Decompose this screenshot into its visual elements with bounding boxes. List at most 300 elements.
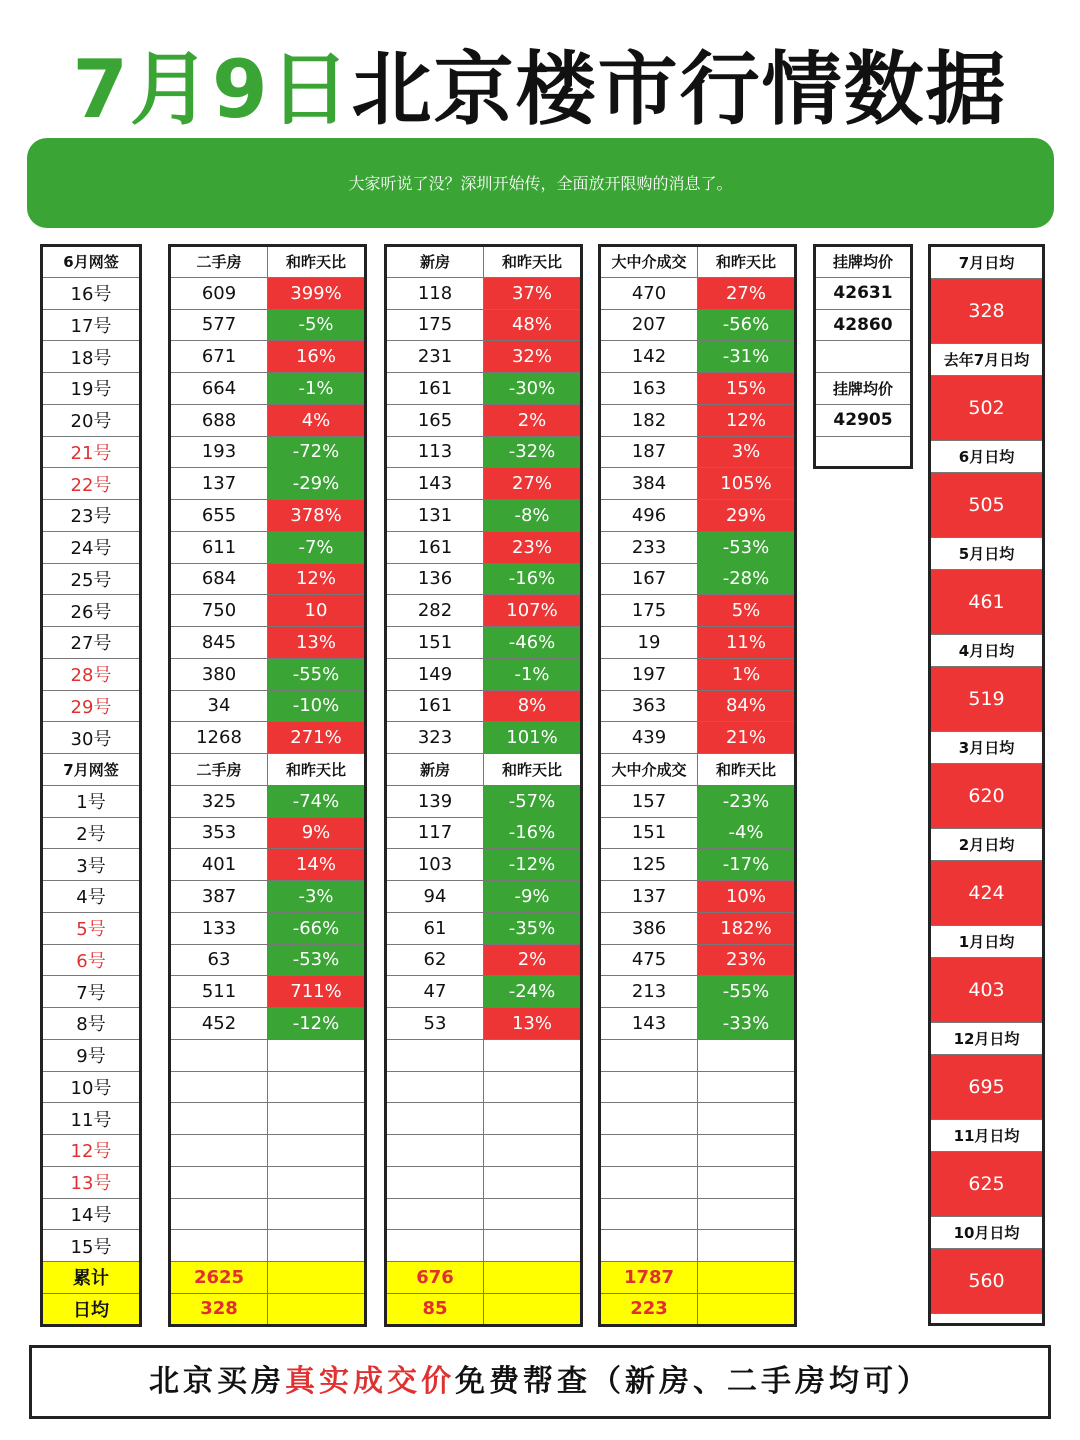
table-row [42,1008,141,1040]
agency-change-cell: 11% [698,627,796,659]
second-hand-value-cell: 671 [170,341,268,373]
table-row [386,785,582,817]
new-house-change-cell: 101% [484,722,582,754]
new-house-change-cell: 23% [484,531,582,563]
new-house-value-cell: 47 [386,976,484,1008]
agency-value-cell: 157 [600,785,698,817]
monthly-average-value: 505 [931,473,1042,538]
new-house-value-cell: 282 [386,595,484,627]
date-cell: 7号 [42,976,141,1008]
new-house-change-cell: 2% [484,404,582,436]
totals-row [600,1262,796,1294]
second-hand-value-cell: 511 [170,976,268,1008]
monthly-average-label: 12月日均 [931,1023,1042,1055]
new-house-change-cell: 2% [484,944,582,976]
new-house-change-cell: 27% [484,468,582,500]
agency-value-cell: 439 [600,722,698,754]
table-row [170,1230,366,1262]
second-hand-change-cell: -12% [268,1008,366,1040]
table-row [170,1071,366,1103]
agency-value-cell: 143 [600,1008,698,1040]
agency-value-cell: 496 [600,500,698,532]
new-house-change-cell: 13% [484,1008,582,1040]
second-hand-change-cell: -1% [268,373,366,405]
second-hand-header: 二手房 [170,754,268,786]
table-row [600,1198,796,1230]
second-hand-change-cell: -7% [268,531,366,563]
agency-value-cell: 207 [600,309,698,341]
table-row [386,373,582,405]
table-row [386,563,582,595]
table-row [600,785,796,817]
table-row [42,1166,141,1198]
new-house-change-cell: -16% [484,563,582,595]
agency-value-cell: 386 [600,912,698,944]
table-row [170,1103,366,1135]
table-row [170,881,366,913]
table-row [815,341,912,373]
agency-change-cell: 182% [698,912,796,944]
agency-daily-average-blank [698,1293,796,1325]
table-row [170,1039,366,1071]
table-row [600,881,796,913]
agency-change-cell: 21% [698,722,796,754]
monthly-average-value: 620 [931,764,1042,829]
table-row [170,1008,366,1040]
listing-price-header: 挂牌均价 [815,246,912,278]
date-cell: 18号 [42,341,141,373]
second-hand-change-cell: 711% [268,976,366,1008]
table-row [42,976,141,1008]
new-house-value-cell [386,1230,484,1262]
second-hand-change-cell: 4% [268,404,366,436]
agency-value-cell: 213 [600,976,698,1008]
second-hand-change-cell: -72% [268,436,366,468]
table-row [386,1008,582,1040]
date-cell: 17号 [42,309,141,341]
table-row [386,1103,582,1135]
table-row [600,436,796,468]
agency-value-cell: 197 [600,658,698,690]
table-row [170,436,366,468]
table-row [170,849,366,881]
date-cell: 22号 [42,468,141,500]
date-cell: 3号 [42,849,141,881]
second-hand-value-cell: 353 [170,817,268,849]
new-house-value-cell [386,1071,484,1103]
agency-change-cell: 84% [698,690,796,722]
table-row [600,1071,796,1103]
new-house-value-cell [386,1039,484,1071]
agency-header: 大中介成交 [600,246,698,278]
table-row [386,849,582,881]
table-row [600,1008,796,1040]
second-hand-daily-average-blank [268,1293,366,1325]
date-cell: 24号 [42,531,141,563]
table-row [386,500,582,532]
table-row [600,246,796,278]
new-house-value-cell [386,1198,484,1230]
table-row [386,1198,582,1230]
second-hand-change-header: 和昨天比 [268,246,366,278]
agency-change-cell: 23% [698,944,796,976]
second-hand-value-cell: 577 [170,309,268,341]
new-house-value-cell: 149 [386,658,484,690]
agency-value-cell: 137 [600,881,698,913]
table-row [42,1135,141,1167]
table-row [170,754,366,786]
new-house-change-cell [484,1135,582,1167]
totals-row [170,1293,366,1325]
new-house-change-cell [484,1071,582,1103]
table-row [386,690,582,722]
agency-change-cell [698,1166,796,1198]
second-hand-value-cell: 611 [170,531,268,563]
second-hand-value-cell: 387 [170,881,268,913]
new-house-value-cell: 117 [386,817,484,849]
second-hand-value-cell [170,1198,268,1230]
date-cell: 15号 [42,1230,141,1262]
new-house-value-cell: 118 [386,277,484,309]
agency-value-cell [600,1135,698,1167]
new-house-cumulative: 676 [386,1262,484,1294]
table-row [600,595,796,627]
agency-header: 大中介成交 [600,754,698,786]
second-hand-change-cell: -29% [268,468,366,500]
table-row [170,627,366,659]
date-cell: 9号 [42,1039,141,1071]
monthly-average-label: 3月日均 [931,732,1042,764]
table-row [42,1071,141,1103]
second-hand-change-cell: -53% [268,944,366,976]
new-house-table [384,244,583,1327]
new-house-change-cell: -8% [484,500,582,532]
agency-change-cell: 15% [698,373,796,405]
second-hand-change-cell: 12% [268,563,366,595]
monthly-average-label: 4月日均 [931,635,1042,667]
agency-change-cell: -31% [698,341,796,373]
second-hand-value-cell: 193 [170,436,268,468]
table-row [42,500,141,532]
table-row [386,912,582,944]
second-hand-change-cell [268,1071,366,1103]
agency-value-cell: 19 [600,627,698,659]
date-cell: 11号 [42,1103,141,1135]
table-row [170,563,366,595]
table-row [42,563,141,595]
new-house-value-cell: 53 [386,1008,484,1040]
date-cell: 6号 [42,944,141,976]
agency-change-cell: 29% [698,500,796,532]
agency-change-cell: -33% [698,1008,796,1040]
date-cell: 8号 [42,1008,141,1040]
monthly-average-label: 2月日均 [931,829,1042,861]
agency-value-cell [600,1039,698,1071]
table-row [170,309,366,341]
date-cell: 5号 [42,912,141,944]
table-row [386,627,582,659]
table-row [815,373,912,405]
second-hand-value-cell: 609 [170,277,268,309]
table-row [386,404,582,436]
footer-text-pre: 北京买房 [149,1364,285,1399]
table-row [386,277,582,309]
listing-price-value: 42905 [815,404,912,436]
agency-change-cell: -53% [698,531,796,563]
table-row [386,1166,582,1198]
monthly-average-label: 5月日均 [931,538,1042,570]
table-row [170,722,366,754]
new-house-change-cell [484,1103,582,1135]
table-row [386,341,582,373]
second-hand-value-cell [170,1135,268,1167]
agency-change-cell: -4% [698,817,796,849]
second-hand-value-cell: 380 [170,658,268,690]
table-row [42,722,141,754]
date-cell: 2号 [42,817,141,849]
table-row [170,976,366,1008]
agency-value-cell: 125 [600,849,698,881]
cumulative-label: 累计 [42,1262,141,1294]
new-house-value-cell: 131 [386,500,484,532]
monthly-average-value: 625 [931,1152,1042,1217]
page-title [0,40,1080,140]
second-hand-value-cell [170,1103,268,1135]
listing-price-table [813,244,913,469]
date-cell: 28号 [42,658,141,690]
new-house-change-cell: -30% [484,373,582,405]
month-header: 6月网签 [42,246,141,278]
table-row [170,468,366,500]
listing-price-header: 挂牌均价 [815,373,912,405]
table-row [600,849,796,881]
table-row [170,404,366,436]
table-row [42,1039,141,1071]
second-hand-header: 二手房 [170,246,268,278]
second-hand-change-cell: 13% [268,627,366,659]
agency-change-cell: 10% [698,881,796,913]
title-date: 7月9日 [72,43,352,136]
table-row [42,944,141,976]
table-row [386,309,582,341]
agency-change-cell: 27% [698,277,796,309]
listing-price-value: 42860 [815,309,912,341]
table-row [600,373,796,405]
second-hand-value-cell [170,1039,268,1071]
new-house-change-cell: 48% [484,309,582,341]
table-row [42,531,141,563]
new-house-daily-average: 85 [386,1293,484,1325]
table-row [600,531,796,563]
table-row [600,1103,796,1135]
table-row [42,309,141,341]
second-hand-value-cell [170,1071,268,1103]
new-house-value-cell: 175 [386,309,484,341]
monthly-average-value: 560 [931,1249,1042,1314]
table-row [386,436,582,468]
agency-value-cell: 167 [600,563,698,595]
totals-row [386,1293,582,1325]
table-row [170,595,366,627]
monthly-average-label: 去年7月日均 [931,344,1042,376]
agency-value-cell: 175 [600,595,698,627]
new-house-change-cell [484,1198,582,1230]
table-row [600,944,796,976]
table-row [170,277,366,309]
new-house-value-cell: 231 [386,341,484,373]
table-row [386,976,582,1008]
agency-change-cell [698,1135,796,1167]
new-house-value-cell: 143 [386,468,484,500]
new-house-change-header: 和昨天比 [484,246,582,278]
new-house-change-cell: 8% [484,690,582,722]
second-hand-value-cell: 133 [170,912,268,944]
new-house-change-cell: -32% [484,436,582,468]
second-hand-change-cell: -5% [268,309,366,341]
new-house-value-cell: 94 [386,881,484,913]
monthly-average-value: 403 [931,958,1042,1023]
date-cell: 27号 [42,627,141,659]
table-row [170,373,366,405]
second-hand-table [168,244,367,1327]
notice-banner: 大家听说了没？深圳开始传，全面放开限购的消息了。 [27,138,1054,228]
table-row [600,500,796,532]
table-row [170,1198,366,1230]
second-hand-daily-average: 328 [170,1293,268,1325]
table-row [170,500,366,532]
table-row [600,1039,796,1071]
table-row [386,246,582,278]
second-hand-change-header: 和昨天比 [268,754,366,786]
table-row [42,1198,141,1230]
monthly-average-value: 328 [931,279,1042,344]
new-house-daily-average-blank [484,1293,582,1325]
new-house-header: 新房 [386,246,484,278]
date-cell: 12号 [42,1135,141,1167]
second-hand-change-cell: -10% [268,690,366,722]
table-row [42,817,141,849]
table-row [42,627,141,659]
second-hand-change-cell: 378% [268,500,366,532]
table-row [170,690,366,722]
second-hand-value-cell: 325 [170,785,268,817]
monthly-average-label: 7月日均 [931,247,1042,279]
new-house-value-cell: 161 [386,531,484,563]
table-row [600,722,796,754]
agency-change-header: 和昨天比 [698,754,796,786]
second-hand-change-cell: 9% [268,817,366,849]
totals-row [170,1262,366,1294]
table-row [42,658,141,690]
second-hand-value-cell: 845 [170,627,268,659]
agency-value-cell [600,1103,698,1135]
table-row [42,277,141,309]
monthly-average-value: 502 [931,376,1042,441]
table-row [386,1039,582,1071]
table-row [600,563,796,595]
agency-value-cell [600,1071,698,1103]
table-row [170,912,366,944]
table-row [600,1166,796,1198]
footer-highlight: 真实成交价 [285,1364,455,1399]
second-hand-change-cell: 14% [268,849,366,881]
new-house-value-cell: 151 [386,627,484,659]
title-main: 北京楼市行情数据 [351,43,1008,136]
new-house-change-cell: -12% [484,849,582,881]
table-row [170,944,366,976]
new-house-change-cell: 107% [484,595,582,627]
listing-price-blank [815,436,912,468]
table-row [42,690,141,722]
table-row [170,1166,366,1198]
table-row [386,1135,582,1167]
table-row [600,1230,796,1262]
totals-row [600,1293,796,1325]
new-house-value-cell: 161 [386,373,484,405]
monthly-average-value: 519 [931,667,1042,732]
table-row [170,531,366,563]
table-row [600,277,796,309]
table-row [42,341,141,373]
agency-cumulative: 1787 [600,1262,698,1294]
second-hand-cumulative: 2625 [170,1262,268,1294]
agency-value-cell: 470 [600,277,698,309]
agency-change-cell [698,1230,796,1262]
second-hand-change-cell [268,1166,366,1198]
table-row [600,341,796,373]
totals-row [386,1262,582,1294]
monthly-average-label: 6月日均 [931,441,1042,473]
new-house-value-cell: 136 [386,563,484,595]
table-row [386,468,582,500]
new-house-change-cell [484,1230,582,1262]
table-row [386,1071,582,1103]
new-house-change-cell: -35% [484,912,582,944]
table-row [386,658,582,690]
table-row [42,246,141,278]
second-hand-cumulative-blank [268,1262,366,1294]
agency-change-cell: 5% [698,595,796,627]
table-row [42,785,141,817]
agency-value-cell: 233 [600,531,698,563]
date-cell: 1号 [42,785,141,817]
agency-change-cell: -55% [698,976,796,1008]
agency-change-cell: -17% [698,849,796,881]
table-row [600,1135,796,1167]
agency-value-cell: 475 [600,944,698,976]
date-cell: 19号 [42,373,141,405]
totals-row [42,1293,141,1325]
agency-value-cell: 182 [600,404,698,436]
second-hand-change-cell: -66% [268,912,366,944]
table-row [170,817,366,849]
footer-banner [29,1345,1051,1419]
monthly-average-value: 461 [931,570,1042,635]
agency-value-cell: 384 [600,468,698,500]
agency-value-cell [600,1230,698,1262]
second-hand-change-cell [268,1230,366,1262]
date-cell: 4号 [42,881,141,913]
table-row [600,658,796,690]
date-cell: 21号 [42,436,141,468]
date-cell: 13号 [42,1166,141,1198]
table-row [386,881,582,913]
new-house-value-cell: 139 [386,785,484,817]
date-cell: 10号 [42,1071,141,1103]
month-header: 7月网签 [42,754,141,786]
agency-value-cell [600,1166,698,1198]
footer-text-post: 免费帮查（新房、二手房均可） [455,1364,931,1399]
